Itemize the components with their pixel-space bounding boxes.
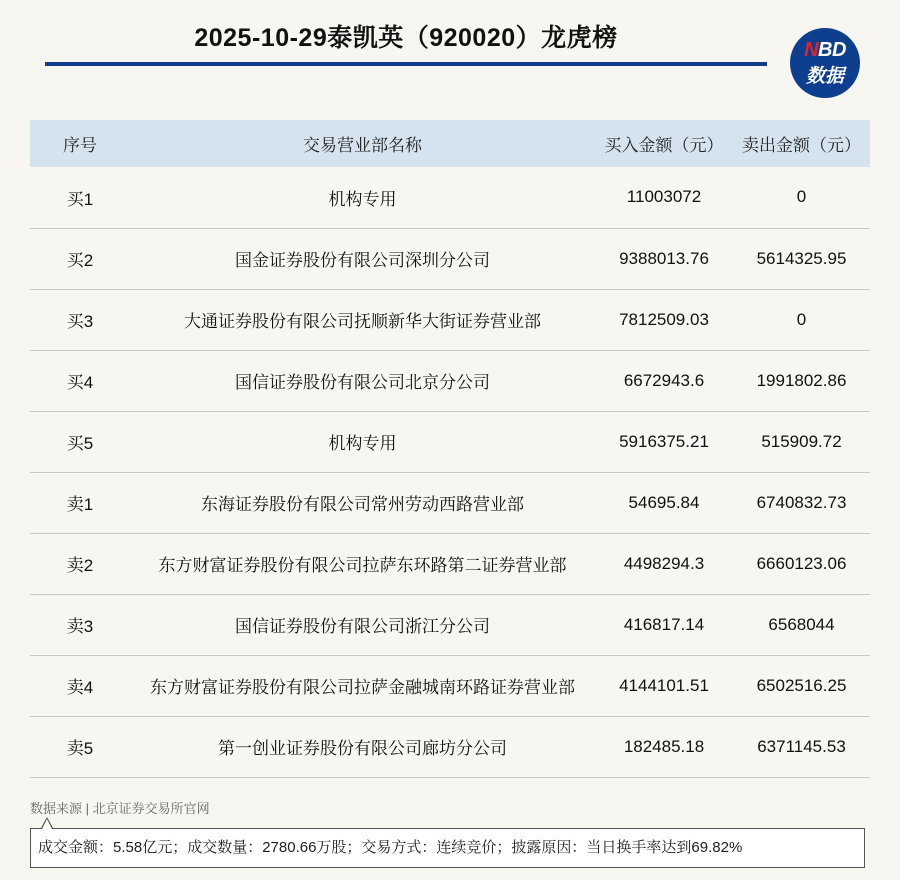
table-row [30,350,870,411]
cell-index: 卖4 [66,678,94,697]
callout-pointer-fill [42,819,52,829]
cell-buy-amount: 54695.84 [628,492,700,512]
cell-index: 买4 [66,373,94,392]
table-row [30,472,870,533]
cell-branch-name: 东方财富证券股份有限公司拉萨东环路第二证券营业部 [158,556,567,575]
cell-sell-amount: 515909.72 [761,431,842,451]
table-row [30,716,870,777]
cell-buy-amount: 416817.14 [623,614,705,634]
table-row [30,167,870,228]
cell-index: 卖2 [66,556,94,575]
logo-letters-bd: BD [818,39,846,61]
logo-line-1 [790,39,860,62]
cell-buy-amount: 9388013.76 [619,248,709,268]
trade-summary-box: 成交金额：5.58亿元；成交数量：2780.66万股；交易方式：连续竞价；披露原因：当日换手率达到69.82% [30,828,865,868]
table-row [30,594,870,655]
cell-sell-amount: 6660123.06 [756,553,847,573]
cell-branch-name: 机构专用 [328,189,397,209]
cell-sell-amount: 1991802.86 [756,370,847,390]
nbd-logo-icon [790,28,860,98]
cell-branch-name: 大通证券股份有限公司抚顺新华大街证券营业部 [184,312,541,331]
cell-buy-amount: 182485.18 [623,736,705,756]
dragon-tiger-table [30,120,870,778]
cell-index: 卖5 [66,739,94,758]
cell-branch-name: 东方财富证券股份有限公司拉萨金融城南环路证券营业部 [150,678,575,697]
logo-line-2: 数据 [805,66,844,87]
cell-index: 买1 [66,189,94,209]
header-branch-name: 交易营业部名称 [303,136,422,155]
cell-sell-amount: 6502516.25 [756,675,847,695]
cell-branch-name: 国信证券股份有限公司北京分公司 [235,373,490,392]
cell-buy-amount: 11003072 [626,187,702,207]
table-header-row [30,120,870,167]
header-sell-amount: 卖出金额（元） [742,136,861,155]
cell-branch-name: 国金证券股份有限公司深圳分公司 [235,251,490,270]
cell-buy-amount: 7812509.03 [619,309,709,329]
cell-buy-amount: 4144101.51 [619,675,709,695]
cell-branch-name: 国信证券股份有限公司浙江分公司 [235,617,490,636]
cell-branch-name: 东海证券股份有限公司常州劳动西路营业部 [201,495,524,514]
table-row [30,289,870,350]
data-source-note: 数据来源 | 北京证券交易所官网 [30,801,210,816]
table-row [30,533,870,594]
header-buy-amount: 买入金额（元） [604,136,724,155]
cell-buy-amount: 4498294.3 [623,553,705,573]
cell-buy-amount: 5916375.21 [619,431,709,451]
cell-index: 买3 [66,312,94,331]
cell-sell-amount: 6740832.73 [756,492,847,512]
cell-sell-amount: 0 [796,309,807,329]
header-index: 序号 [63,136,97,155]
cell-sell-amount: 6371145.53 [757,736,846,756]
cell-index: 卖1 [66,495,94,514]
cell-buy-amount: 6672943.6 [623,370,705,390]
logo-letter-n: N [804,39,819,61]
table-row [30,228,870,289]
cell-branch-name: 机构专用 [328,434,397,453]
cell-branch-name: 第一创业证券股份有限公司廊坊分公司 [218,739,507,758]
cell-sell-amount: 0 [796,187,807,207]
cell-index: 买5 [66,434,94,453]
cell-index: 卖3 [66,617,94,636]
table-row [30,411,870,472]
cell-sell-amount: 6568044 [768,614,835,634]
cell-sell-amount: 5614325.95 [756,248,847,268]
title-underline [45,62,767,66]
cell-index: 买2 [66,251,94,270]
table-row [30,655,870,716]
page-title: 2025-10-29泰凯英（920020）龙虎榜 [194,24,618,52]
